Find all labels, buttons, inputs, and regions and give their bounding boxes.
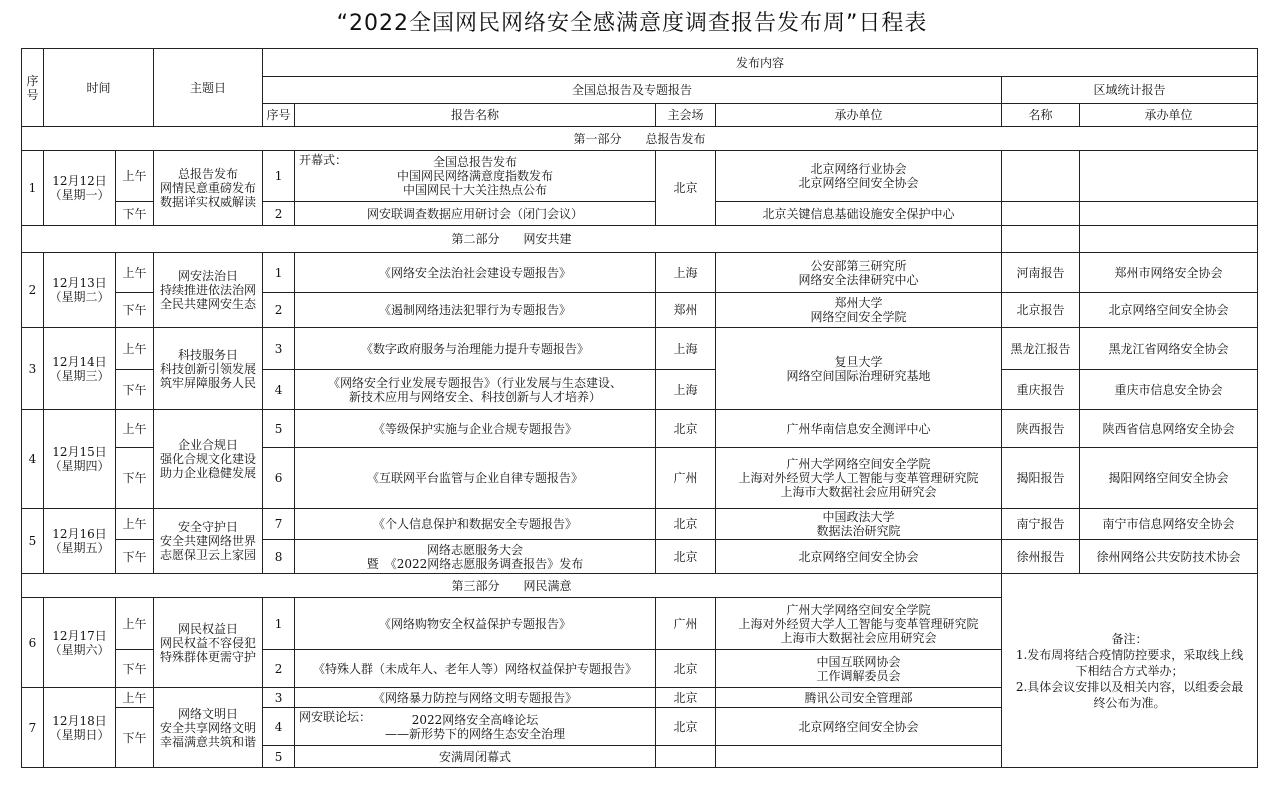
row-seq: 8 — [263, 540, 295, 574]
row-seq: 1 — [263, 151, 295, 202]
main-venue: 北京 — [656, 151, 716, 226]
day-no: 3 — [22, 328, 44, 410]
row-seq: 2 — [263, 650, 295, 688]
am-label: 上午 — [116, 410, 154, 448]
regional-organizer: 北京网络空间安全协会 — [1080, 293, 1258, 328]
am-label: 上午 — [116, 151, 154, 202]
day-no: 4 — [22, 410, 44, 509]
main-venue: 北京 — [656, 410, 716, 448]
pm-label: 下午 — [116, 202, 154, 226]
day-no: 5 — [22, 509, 44, 574]
name-prefix: 开幕式： — [299, 153, 348, 167]
report-name: 《个人信息保护和数据安全专题报告》 — [295, 509, 656, 540]
report-name-text: 全国总报告发布 中国网民网络满意度指数发布 中国网民十大关注热点公布 — [397, 155, 554, 197]
header-time: 时间 — [44, 49, 154, 127]
report-name: 《遏制网络违法犯罪行为专题报告》 — [295, 293, 656, 328]
regional-name: 揭阳报告 — [1002, 448, 1080, 509]
main-venue: 北京 — [656, 708, 716, 746]
regional-organizer: 揭阳网络空间安全协会 — [1080, 448, 1258, 509]
regional-name: 徐州报告 — [1002, 540, 1080, 574]
row-seq: 4 — [263, 370, 295, 410]
regional-organizer: 徐州网络公共安防技术协会 — [1080, 540, 1258, 574]
theme-day: 网民权益日 网民权益不容侵犯 特殊群体更需守护 — [154, 598, 263, 688]
row-seq: 3 — [263, 328, 295, 370]
organizer: 北京网络空间安全协会 — [716, 708, 1002, 746]
am-label: 上午 — [116, 253, 154, 293]
row-seq: 4 — [263, 708, 295, 746]
row-seq: 2 — [263, 293, 295, 328]
day-date: 12月16日 （星期五） — [44, 509, 116, 574]
day-date: 12月12日 （星期一） — [44, 151, 116, 226]
report-name: 《数字政府服务与治理能力提升专题报告》 — [295, 328, 656, 370]
organizer: 北京网络空间安全协会 — [716, 540, 1002, 574]
day-date: 12月15日 （星期四） — [44, 410, 116, 509]
organizer — [716, 746, 1002, 768]
row-seq: 1 — [263, 253, 295, 293]
main-venue: 北京 — [656, 650, 716, 688]
day-date: 12月13日 （星期二） — [44, 253, 116, 328]
day-no: 2 — [22, 253, 44, 328]
main-venue: 上海 — [656, 328, 716, 370]
regional-name: 南宁报告 — [1002, 509, 1080, 540]
regional-name: 陕西报告 — [1002, 410, 1080, 448]
regional-organizer: 黑龙江省网络安全协会 — [1080, 328, 1258, 370]
main-venue: 北京 — [656, 509, 716, 540]
regional-organizer — [1080, 151, 1258, 202]
organizer: 腾讯公司安全管理部 — [716, 688, 1002, 708]
regional-organizer: 郑州市网络安全协会 — [1080, 253, 1258, 293]
theme-day: 企业合规日 强化合规文化建设 助力企业稳健发展 — [154, 410, 263, 509]
theme-day: 网安法治日 持续推进依法治网 全民共建网安生态 — [154, 253, 263, 328]
pm-label: 下午 — [116, 708, 154, 768]
row-seq: 2 — [263, 202, 295, 226]
regional-name: 重庆报告 — [1002, 370, 1080, 410]
day-no: 7 — [22, 688, 44, 768]
organizer: 广州华南信息安全测评中心 — [716, 410, 1002, 448]
organizer: 复旦大学 网络空间国际治理研究基地 — [716, 328, 1002, 410]
regional-organizer: 南宁市信息网络安全协会 — [1080, 509, 1258, 540]
day-no: 1 — [22, 151, 44, 226]
header-theme-day: 主题日 — [154, 49, 263, 127]
header-main-venue: 主会场 — [656, 104, 716, 127]
report-name: 《特殊人群（未成年人、老年人等）网络权益保护专题报告》 — [295, 650, 656, 688]
day-date: 12月14日 （星期三） — [44, 328, 116, 410]
row-seq: 1 — [263, 598, 295, 650]
regional-name — [1002, 151, 1080, 202]
blank-cell — [1080, 226, 1258, 253]
part-two-heading: 第二部分 网安共建 — [22, 226, 1002, 253]
report-name: 《等级保护实施与企业合规专题报告》 — [295, 410, 656, 448]
remarks-note: 备注： 1.发布周将结合疫情防控要求，采取线上线下相结合方式举办； 2.具体会议安排以及相关内容，以组委会最终公布为准。 — [1002, 574, 1258, 768]
am-label: 上午 — [116, 598, 154, 650]
report-name — [295, 151, 656, 202]
header-publish-content: 发布内容 — [263, 49, 1258, 77]
theme-day: 安全守护日 安全共建网络世界 志愿保卫云上家园 — [154, 509, 263, 574]
row-seq: 7 — [263, 509, 295, 540]
day-no: 6 — [22, 598, 44, 688]
regional-name: 河南报告 — [1002, 253, 1080, 293]
pm-label: 下午 — [116, 370, 154, 410]
part-one-heading: 第一部分 总报告发布 — [22, 127, 1258, 151]
regional-name: 北京报告 — [1002, 293, 1080, 328]
main-venue: 北京 — [656, 540, 716, 574]
pm-label: 下午 — [116, 540, 154, 574]
organizer: 中国互联网协会 工作调解委员会 — [716, 650, 1002, 688]
header-regional-organizer: 承办单位 — [1080, 104, 1258, 127]
organizer: 郑州大学 网络空间安全学院 — [716, 293, 1002, 328]
report-name: 《网络暴力防控与网络文明专题报告》 — [295, 688, 656, 708]
report-name: 《网络购物安全权益保护专题报告》 — [295, 598, 656, 650]
am-label: 上午 — [116, 688, 154, 708]
header-national: 全国总报告及专题报告 — [263, 77, 1002, 104]
blank-cell — [1002, 226, 1080, 253]
report-name-text: 2022网络安全高峰论坛 ——新形势下的网络生态安全治理 — [385, 712, 566, 741]
organizer: 北京网络行业协会 北京网络空间安全协会 — [716, 151, 1002, 202]
organizer: 中国政法大学 数据法治研究院 — [716, 509, 1002, 540]
main-venue: 北京 — [656, 688, 716, 708]
am-label: 上午 — [116, 509, 154, 540]
part-three-heading: 第三部分 网民满意 — [22, 574, 1002, 598]
regional-name — [1002, 202, 1080, 226]
row-seq: 5 — [263, 746, 295, 768]
report-name: 网安联调查数据应用研讨会（闭门会议） — [295, 202, 656, 226]
row-seq: 6 — [263, 448, 295, 509]
header-regional: 区域统计报告 — [1002, 77, 1258, 104]
regional-organizer: 陕西省信息网络安全协会 — [1080, 410, 1258, 448]
am-label: 上午 — [116, 328, 154, 370]
theme-day: 网络文明日 安全共享网络文明 幸福满意共筑和谐 — [154, 688, 263, 768]
pm-label: 下午 — [116, 293, 154, 328]
header-seq: 序号 — [22, 49, 44, 127]
pm-label: 下午 — [116, 650, 154, 688]
main-venue: 广州 — [656, 448, 716, 509]
header-organizer: 承办单位 — [716, 104, 1002, 127]
page-title: “2022全国网民网络安全感满意度调查报告发布周”日程表 — [336, 11, 928, 36]
organizer: 公安部第三研究所 网络安全法律研究中心 — [716, 253, 1002, 293]
theme-day: 总报告发布 网情民意重磅发布 数据详实权威解读 — [154, 151, 263, 226]
report-name: 《网络安全法治社会建设专题报告》 — [295, 253, 656, 293]
theme-day: 科技服务日 科技创新引领发展 筑牢屏障服务人民 — [154, 328, 263, 410]
regional-organizer — [1080, 202, 1258, 226]
schedule-table — [21, 48, 1258, 768]
row-seq: 5 — [263, 410, 295, 448]
main-venue: 上海 — [656, 253, 716, 293]
organizer: 广州大学网络空间安全学院 上海对外经贸大学人工智能与变革管理研究院 上海市大数据社会应用研究会 — [716, 598, 1002, 650]
header-sub-seq: 序号 — [263, 104, 295, 127]
organizer: 广州大学网络空间安全学院 上海对外经贸大学人工智能与变革管理研究院 上海市大数据社会应用研究会 — [716, 448, 1002, 509]
name-prefix: 网安联论坛： — [299, 710, 372, 724]
day-date: 12月17日 （星期六） — [44, 598, 116, 688]
row-seq: 3 — [263, 688, 295, 708]
report-name: 安满周闭幕式 — [295, 746, 656, 768]
header-report-name: 报告名称 — [295, 104, 656, 127]
header-name: 名称 — [1002, 104, 1080, 127]
main-venue: 郑州 — [656, 293, 716, 328]
regional-organizer: 重庆市信息安全协会 — [1080, 370, 1258, 410]
report-name — [295, 708, 656, 746]
main-venue: 上海 — [656, 370, 716, 410]
report-name: 《互联网平台监管与企业自律专题报告》 — [295, 448, 656, 509]
day-date: 12月18日 （星期日） — [44, 688, 116, 768]
main-venue: 广州 — [656, 598, 716, 650]
main-venue — [656, 746, 716, 768]
organizer: 北京关键信息基础设施安全保护中心 — [716, 202, 1002, 226]
report-name: 网络志愿服务大会 暨 《2022网络志愿服务调查报告》发布 — [295, 540, 656, 574]
report-name: 《网络安全行业发展专题报告》（行业发展与生态建设、 新技术应用与网络安全、科技创新与人才培养） — [295, 370, 656, 410]
pm-label: 下午 — [116, 448, 154, 509]
regional-name: 黑龙江报告 — [1002, 328, 1080, 370]
